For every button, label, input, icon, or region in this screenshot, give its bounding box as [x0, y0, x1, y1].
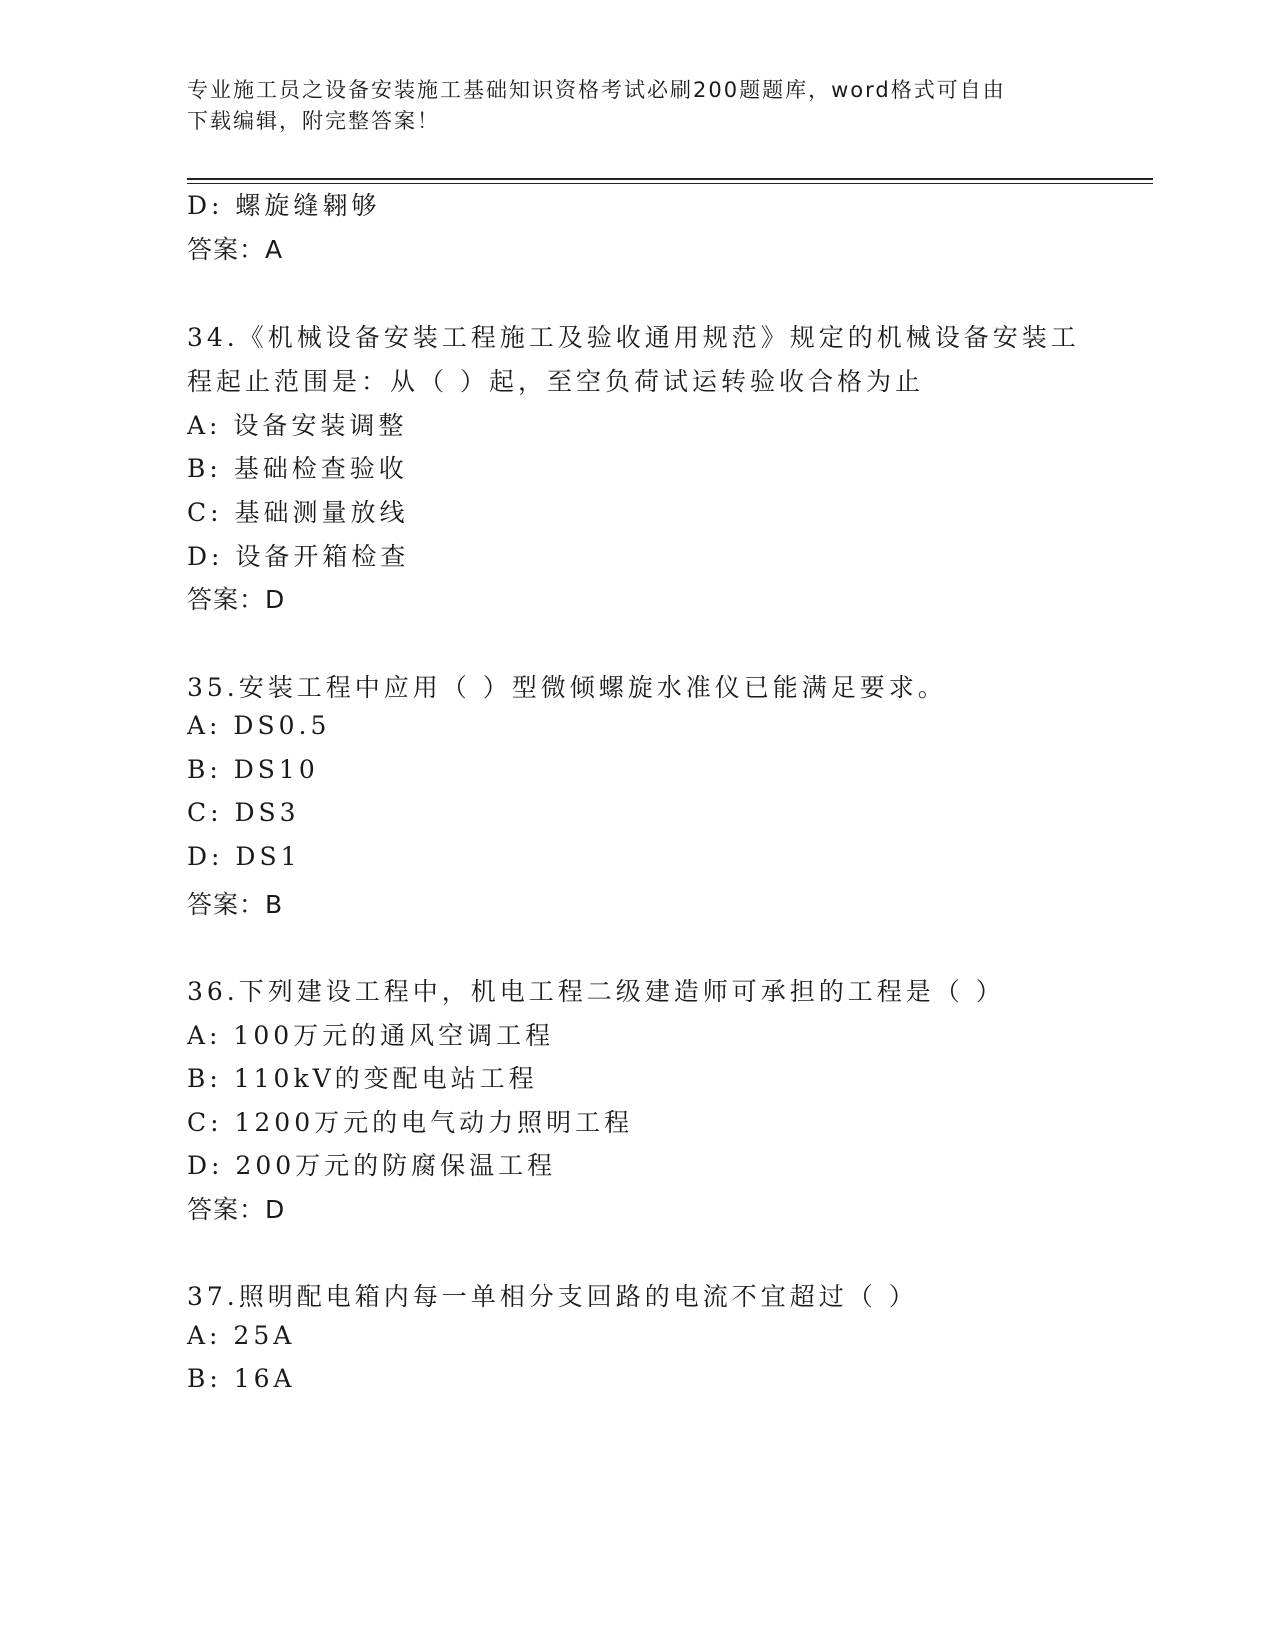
question-35-option-d: D: DS1: [187, 842, 301, 871]
question-34-answer: 答案：D: [187, 585, 286, 614]
question-36-option-d: D: 200万元的防腐保温工程: [187, 1151, 557, 1180]
question-35-option-c: C: DS3: [187, 798, 300, 827]
question-36-option-a: A: 100万元的通风空调工程: [187, 1021, 555, 1050]
question-34-stem-line-1: 34.《机械设备安装工程施工及验收通用规范》规定的机械设备安装工: [187, 323, 1080, 352]
question-34-stem-line-2: 程起止范围是：从（ ）起，至空负荷试运转验收合格为止: [187, 367, 924, 396]
question-34-option-c: C: 基础测量放线: [187, 498, 409, 527]
question-34-option-a: A: 设备安装调整: [187, 411, 408, 440]
header-line-1: 专业施工员之设备安装施工基础知识资格考试必刷200题题库，word格式可自由: [187, 78, 1006, 102]
prev-question-answer: 答案：A: [187, 235, 284, 264]
question-37-stem-line-1: 37.照明配电箱内每一单相分支回路的电流不宜超过（ ）: [187, 1282, 918, 1311]
header-divider-thick: [187, 178, 1153, 180]
question-36-option-b: B: 110kV的变配电站工程: [187, 1064, 538, 1093]
question-35-option-b: B: DS10: [187, 755, 319, 784]
question-36-option-c: C: 1200万元的电气动力照明工程: [187, 1108, 634, 1137]
question-36-answer: 答案：D: [187, 1195, 286, 1224]
question-37-option-b: B: 16A: [187, 1364, 296, 1393]
document-header: [187, 75, 1087, 137]
question-35-stem-line-1: 35.安装工程中应用（ ）型微倾螺旋水准仪已能满足要求。: [187, 673, 947, 702]
prev-question-option-d: D: 螺旋缝翱够: [187, 191, 381, 220]
question-35-option-a: A: DS0.5: [187, 711, 331, 740]
question-37-option-a: A: 25A: [187, 1321, 296, 1350]
question-35-answer: 答案：B: [187, 890, 284, 919]
header-line-2: 下载编辑，附完整答案！: [187, 109, 440, 133]
question-36-stem-line-1: 36.下列建设工程中，机电工程二级建造师可承担的工程是（ ）: [187, 977, 1005, 1006]
question-34-option-b: B: 基础检查验收: [187, 454, 408, 483]
header-divider-thin: [187, 183, 1153, 184]
question-34-option-d: D: 设备开箱检查: [187, 542, 410, 571]
